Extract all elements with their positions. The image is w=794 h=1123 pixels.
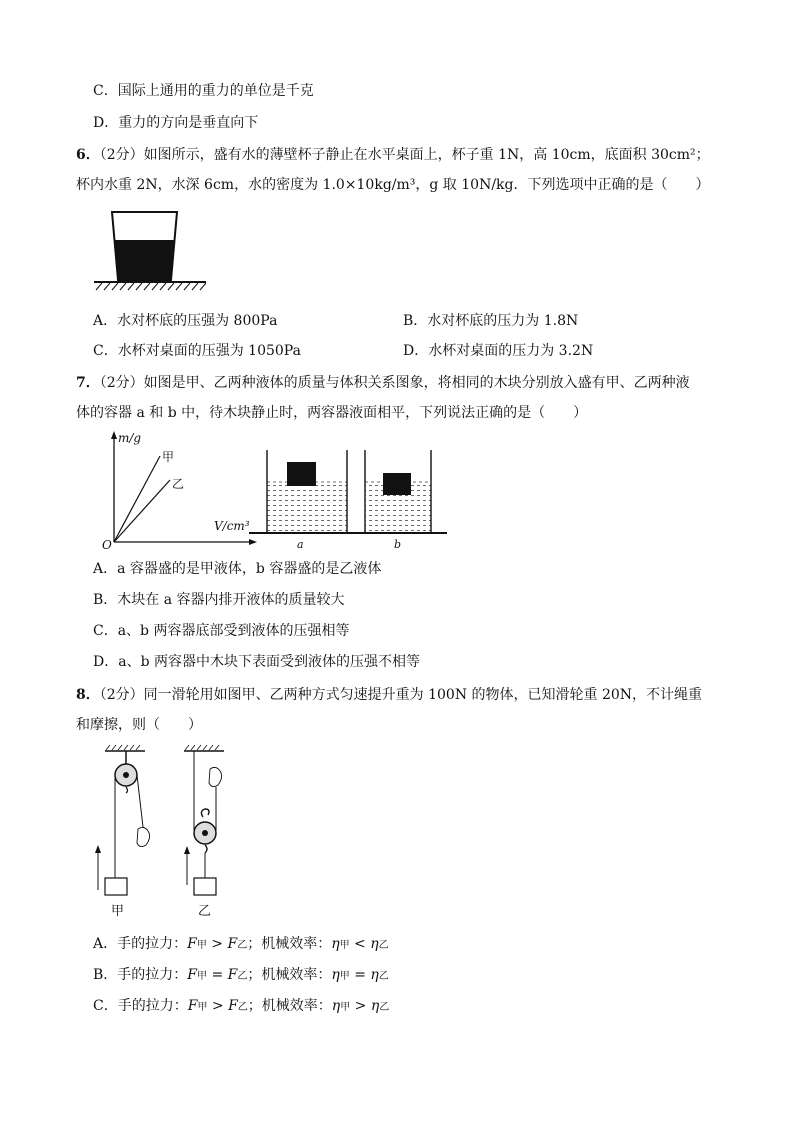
q8-option-a (93, 934, 389, 956)
q5-option-c: C．国际上通用的重力的单位是千克 (93, 83, 314, 99)
q6-stem1-text: 如图所示，盛有水的薄壁杯子静止在水平桌面上，杯子重 1N，高 10cm，底面积 30cm²； (143, 147, 710, 163)
q7-option-d: D．a、b 两容器中木块下表面受到液体的压强不相等 (93, 654, 420, 670)
q7-mass-volume-graph (100, 428, 260, 552)
q6-option-c: C．水杯对桌面的压强为 1050Pa (93, 343, 301, 359)
q8-b-mid: ；机械效率： (247, 967, 332, 983)
q8-stem1-text: 同一滑轮用如图甲、乙两种方式匀速提升重为 100N 的物体，已知滑轮重 20N，不计绳重 (143, 687, 703, 703)
q8-a-f2: F (227, 936, 238, 952)
q8-score: （2分） (99, 687, 144, 703)
q8-option-c (93, 996, 389, 1018)
q8-c-prefix: C．手的拉力： (93, 998, 188, 1014)
q8-c-es1: 甲 (340, 1002, 351, 1013)
q7-containers-figure (249, 448, 447, 550)
q8-b-f2: F (227, 967, 238, 983)
q8-a-es2: 乙 (378, 940, 389, 951)
q8-b-op1: = (207, 967, 228, 983)
q8-b-prefix: B．手的拉力： (93, 967, 188, 983)
q8-b-es1: 甲 (339, 971, 350, 982)
q7-container-b-label: b (394, 538, 402, 551)
q7-graph-ylabel: m/g (118, 431, 142, 445)
q8-c-e2: η (370, 998, 380, 1014)
q6-option-b: B．水对杯底的压力为 1.8N (403, 313, 579, 329)
q8-c-mid: ；机械效率： (247, 998, 332, 1014)
q8-b-op2: = (349, 967, 371, 983)
q8-c-op2: > (350, 998, 371, 1014)
q6-cup-figure (94, 210, 209, 296)
q7-stem-line2: 体的容器 a 和 b 中，待木块静止时，两容器液面相平，下列说法正确的是（ ） (76, 405, 588, 421)
q8-c-s2: 乙 (237, 1002, 248, 1013)
q8-a-prefix: A．手的拉力： (93, 936, 188, 952)
q7-stem1-text: 如图是甲、乙两种液体的质量与体积关系图象，将相同的木块分别放入盛有甲、乙两种液 (143, 375, 690, 391)
q8-a-e2: η (370, 936, 379, 952)
q8-c-e1: η (331, 998, 341, 1014)
q6-stem-line2: 杯内水重 2N，水深 6cm，水的密度为 1.0×10kg/m³，g 取 10N/kg．下列选项中正确的是（ ） (76, 177, 710, 193)
q8-b-es2: 乙 (378, 971, 389, 982)
q6-stem-line1 (76, 145, 710, 165)
q7-graph-line2-label: 乙 (172, 477, 185, 491)
q8-a-op1: > (206, 936, 228, 952)
q8-option-b (93, 965, 389, 987)
q8-a-op2: < (349, 936, 371, 952)
q8-c-op1: > (207, 998, 229, 1014)
q7-option-c: C．a、b 两容器底部受到液体的压强相等 (93, 623, 350, 639)
q8-a-s2: 乙 (237, 940, 248, 951)
q7-option-b: B．木块在 a 容器内排开液体的质量较大 (93, 592, 345, 608)
q6-option-a: A．水对杯底的压强为 800Pa (93, 313, 278, 329)
q5-option-d: D．重力的方向是垂直向下 (93, 115, 259, 131)
q7-number: 7． (76, 375, 100, 391)
q8-a-s1: 甲 (196, 940, 207, 951)
q8-number: 8． (76, 687, 100, 703)
q7-graph-xlabel: V/cm³ (214, 519, 250, 533)
q7-container-a-label: a (297, 538, 304, 551)
q7-graph-origin: O (102, 538, 112, 552)
q8-stem-line2: 和摩擦，则（ ） (76, 717, 202, 733)
q6-option-d: D．水杯对桌面的压力为 3.2N (403, 343, 594, 359)
q8-c-es2: 乙 (379, 1002, 390, 1013)
q8-c-s1: 甲 (197, 1002, 208, 1013)
q8-a-es1: 甲 (339, 940, 350, 951)
q7-stem-line1 (76, 373, 690, 393)
q8-c-f1: F (187, 998, 198, 1014)
q8-pulley-figure (90, 745, 250, 920)
q8-a-mid: ；机械效率： (247, 936, 332, 952)
q8-figure-label-left: 甲 (111, 904, 125, 919)
q8-figure-label-right: 乙 (198, 904, 212, 919)
q7-score: （2分） (99, 375, 144, 391)
q7-option-a: A．a 容器盛的是甲液体，b 容器盛的是乙液体 (93, 561, 382, 577)
q8-a-e1: η (331, 936, 340, 952)
q8-b-e2: η (370, 967, 379, 983)
q8-stem-line1 (76, 685, 702, 705)
q7-graph-line1-label: 甲 (162, 450, 175, 464)
q8-b-f1: F (187, 967, 198, 983)
q6-score: （2分） (99, 147, 144, 163)
q8-a-f1: F (187, 936, 197, 952)
q8-b-s1: 甲 (197, 971, 208, 982)
q8-c-f2: F (228, 998, 238, 1014)
q6-number: 6． (76, 147, 100, 163)
q8-b-e1: η (331, 967, 340, 983)
q8-b-s2: 乙 (237, 971, 248, 982)
